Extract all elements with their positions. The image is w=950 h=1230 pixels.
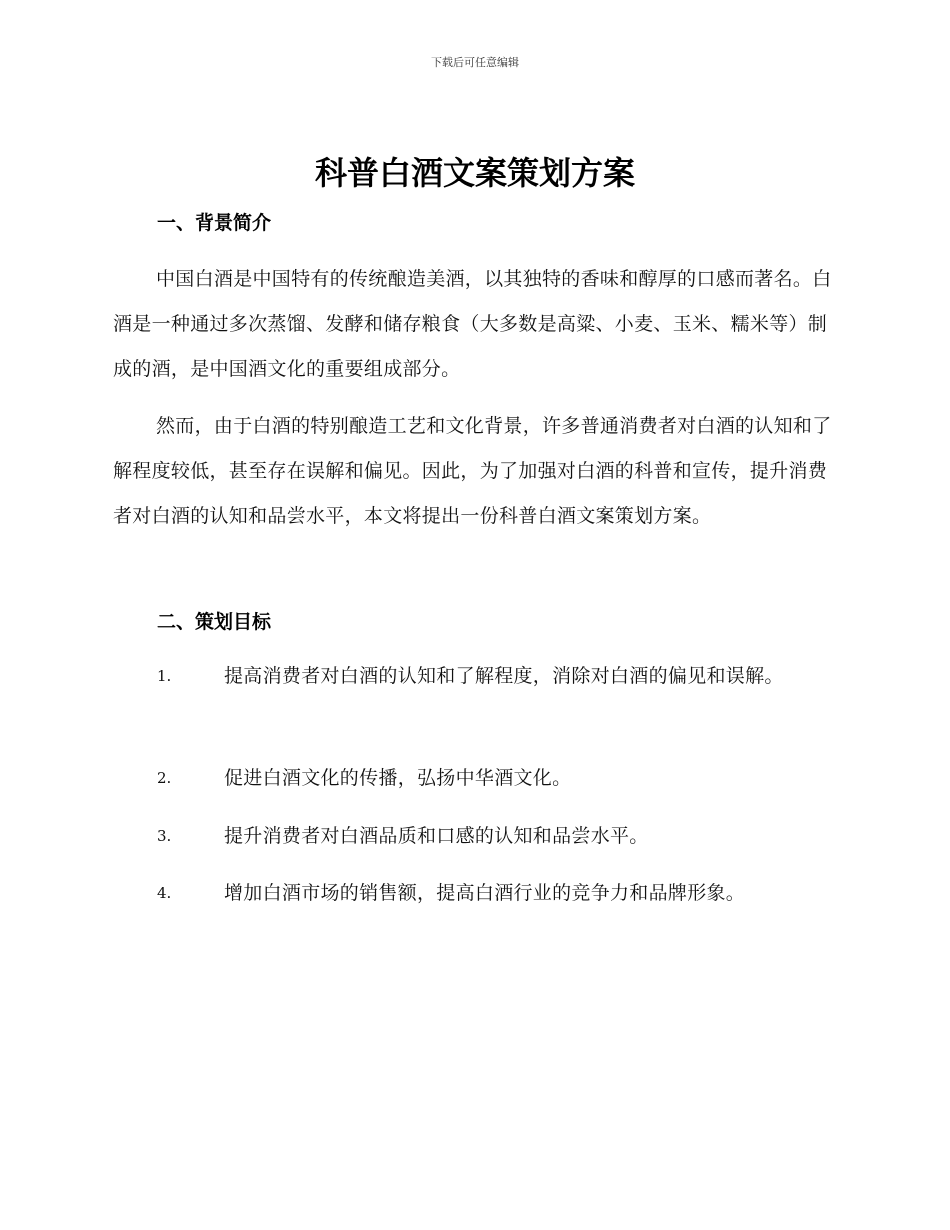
list-text: 提升消费者对白酒品质和口感的认知和品尝水平。 <box>224 825 649 847</box>
list-text: 促进白酒文化的传播，弘扬中华酒文化。 <box>224 767 572 789</box>
list-number: 1. <box>157 667 172 685</box>
list-text: 提高消费者对白酒的认知和了解程度，消除对白酒的偏见和误解。 <box>224 665 784 687</box>
list-number: 2. <box>157 769 172 787</box>
list-item <box>113 814 843 859</box>
list-item <box>113 871 843 916</box>
document-title: 科普白酒文案策划方案 <box>314 154 635 192</box>
list-item <box>113 756 843 801</box>
section-heading-background: 一、背景简介 <box>157 212 272 234</box>
background-paragraph-2: 然而，由于白酒的特别酿造工艺和文化背景，许多普通消费者对白酒的认知和了解程度较低，甚至存在误解和偏见。因此，为了加强对白酒的科普和宣传，提升消费者对白酒的认知和品尝水平，本文将提出一份科普白酒文案策划方案。 <box>113 415 832 527</box>
section-heading-goals: 二、策划目标 <box>157 611 272 633</box>
header-note: 下载后可任意编辑 <box>431 56 519 69</box>
list-number: 4. <box>157 884 172 902</box>
list-text: 增加白酒市场的销售额，提高白酒行业的竞争力和品牌形象。 <box>224 882 746 904</box>
list-item <box>113 654 843 699</box>
list-number: 3. <box>157 827 172 845</box>
background-paragraph-1: 中国白酒是中国特有的传统酿造美酒，以其独特的香味和醇厚的口感而著名。白酒是一种通过多次蒸馏、发酵和储存粮食（大多数是高粱、小麦、玉米、糯米等）制成的酒，是中国酒文化的重要组成部分。 <box>113 268 832 380</box>
